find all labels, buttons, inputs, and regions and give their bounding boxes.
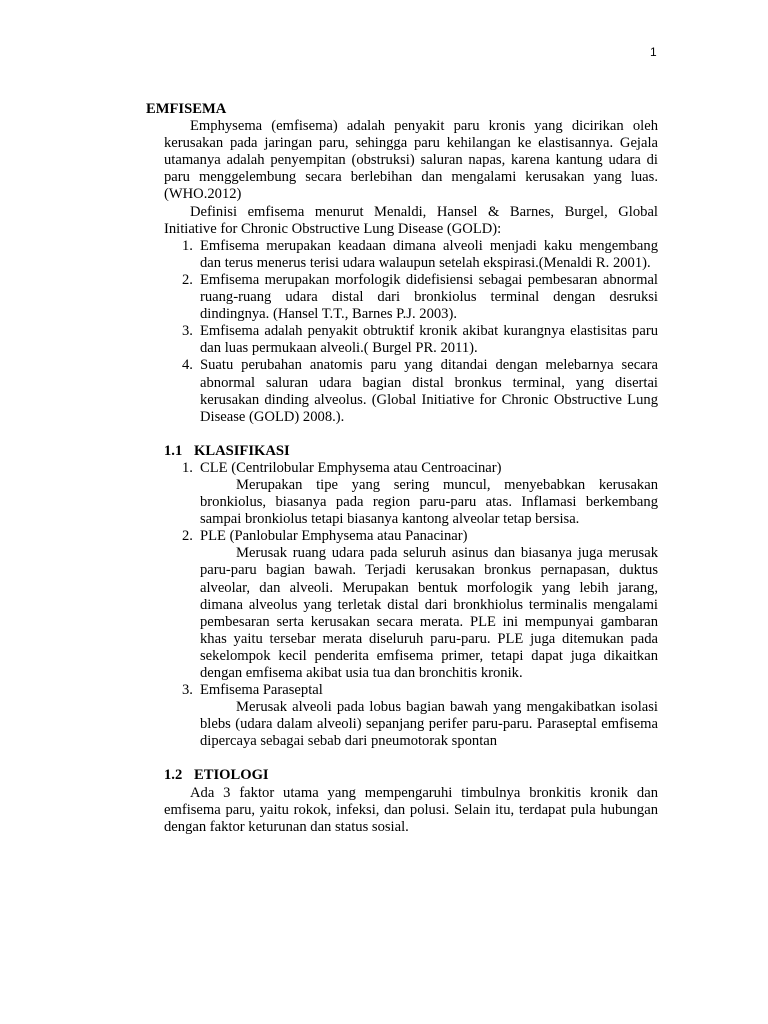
- list-item-number: 3.: [182, 323, 193, 340]
- list-item-number: 4.: [182, 357, 193, 374]
- list-item: [146, 357, 658, 425]
- klasifikasi-list: [146, 460, 658, 751]
- list-item-number: 1.: [182, 459, 193, 476]
- list-item-text: Emfisema merupakan keadaan dimana alveoli menjadi kaku mengembang dan terus menerus terisi udara walaupun setelah ekspirasi.(Menaldi R. 2001).: [200, 237, 658, 271]
- list-item-description: Merupakan tipe yang sering muncul, menyebabkan kerusakan bronkiolus, biasanya pada region paru-paru atas. Inflamasi berkembang sampai bronkiolus tetapi biasanya kantong alveolar tetap bersisa.: [200, 476, 658, 528]
- list-item-label: CLE (Centrilobular Emphysema atau Centroacinar): [200, 459, 502, 476]
- list-item-text: Emfisema adalah penyakit obtruktif kronik akibat kurangnya elastisitas paru dan luas permukaan alveoli.( Burgel PR. 2011).: [200, 323, 658, 357]
- etiologi-paragraph: Ada 3 faktor utama yang mempengaruhi timbulnya bronkitis kronik dan emfisema paru, yaitu rokok, infeksi, dan polusi. Selain itu, terdapat pula hubungan dengan faktor keturunan dan status sosial.: [164, 784, 658, 835]
- list-item-description: Merusak alveoli pada lobus bagian bawah yang mengakibatkan isolasi blebs (udara dalam alveoli) sepanjang perifer paru-paru. Paraseptal emfisema dipercaya sebagai sebab dari pneumotorak spontan: [200, 699, 658, 750]
- list-item-label: Emfisema Paraseptal: [200, 682, 323, 699]
- intro-paragraph: Emphysema (emfisema) adalah penyakit paru kronis yang dicirikan oleh kerusakan pada jaringan paru, sehingga paru kehilangan ke elastisannya. Gejala utamanya adalah penyempitan (obstruksi) saluran napas, karena kantung udara di paru menggelembung secara berlebihan dan mengalami kerusakan yang luas. (WHO.2012): [164, 118, 658, 203]
- list-item-number: 2.: [182, 271, 193, 288]
- list-item-description: Merusak ruang udara pada seluruh asinus dan biasanya juga merusak paru-paru bagian bawah. Terjadi kerusakan bronkus pernapasan, duktus alveolar, dan alveoli. Merupakan bentuk morfologik yang lebih jarang, dimana alveolus yang terletak distal dari bronkhiolus terminalis mengalami pembesaran serta kerusakan secara merata. PLE ini mempunyai gambaran khas yaitu tersebar merata diseluruh paru-paru. PLE juga ditemukan pada sekelompok kecil penderita emfisema primer, tetapi dapat juga dikaitkan dengan emfisema akibat usia tua dan bronchitis kronik.: [200, 545, 658, 681]
- list-item: [146, 460, 658, 528]
- list-item-label: PLE (Panlobular Emphysema atau Panacinar): [200, 528, 468, 545]
- page-number: 1: [650, 45, 657, 59]
- list-item-text: Suatu perubahan anatomis paru yang ditandai dengan melebarnya secara abnormal saluran udara bagian distal bronkus terminal, yang disertai kerusakan dinding alveolus. (Global Initiative for Chronic Obstructive Lung Disease (GOLD) 2008.).: [200, 357, 658, 425]
- section-heading-klasifikasi: [164, 443, 658, 460]
- document-body: [146, 101, 658, 836]
- list-item: [146, 682, 658, 750]
- section-number: 1.2: [164, 767, 183, 784]
- list-item-text: Emfisema merupakan morfologik didefisiensi sebagai pembesaran abnormal ruang-ruang udara distal dari bronkiolus terminal dengan desruksi dindingnya. (Hansel T.T., Barnes P.J. 2003).: [200, 271, 658, 323]
- list-item-number: 1.: [182, 237, 193, 254]
- list-item: [146, 528, 658, 682]
- definitions-intro: Definisi emfisema menurut Menaldi, Hansel & Barnes, Burgel, Global Initiative for Chronic Obstructive Lung Disease (GOLD):: [164, 203, 658, 237]
- list-item-number: 3.: [182, 682, 193, 699]
- list-item: [146, 238, 658, 272]
- list-item-number: 2.: [182, 528, 193, 545]
- list-item: [146, 272, 658, 323]
- section-heading-etiologi: [164, 767, 658, 784]
- document-title: EMFISEMA: [146, 101, 227, 117]
- section-title: ETIOLOGI: [194, 767, 269, 784]
- section-number: 1.1: [164, 442, 183, 459]
- definitions-list: [146, 238, 658, 426]
- section-title: KLASIFIKASI: [194, 442, 290, 459]
- list-item: [146, 323, 658, 357]
